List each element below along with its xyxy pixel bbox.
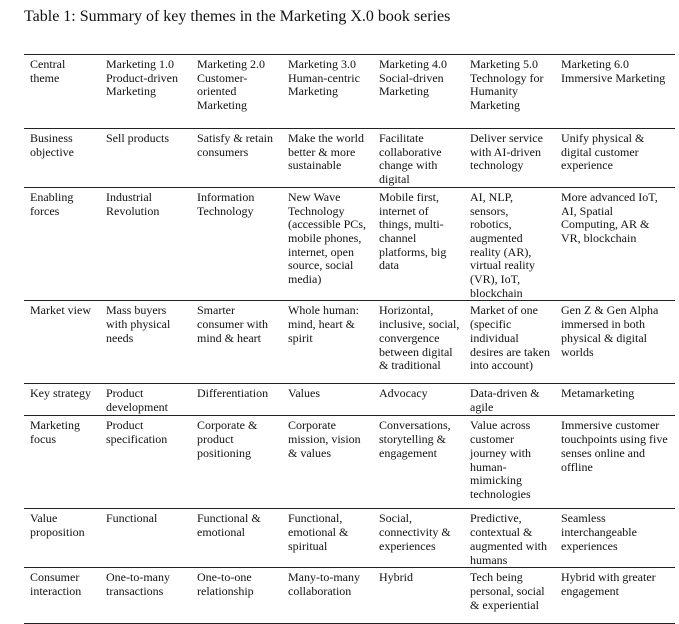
row-label: Consumer interaction	[30, 570, 82, 598]
table-cell: Functional	[106, 511, 158, 526]
table-cell: Advocacy	[379, 386, 428, 401]
table-cell: AI, NLP, sensors, robotics, augmented reality (AR), virtual reality (VR), IoT, blockchain	[470, 189, 535, 300]
table-cell: Many-to-many collaboration	[288, 570, 360, 598]
table-cell: Value across customer journey with human-mimicking technologies	[470, 418, 531, 501]
header-cell: Marketing 1.0 Product-driven Marketing	[106, 57, 178, 99]
table-cell: Deliver service with AI-driven technology	[470, 131, 543, 173]
table-cell: Make the world better & more sustainable	[288, 131, 364, 173]
table-cell: More advanced IoT, AI, Spatial Computing, AR & VR, blockchain	[561, 189, 658, 245]
table-cell: Whole human: mind, heart & spirit	[288, 303, 359, 345]
table-cell: Gen Z & Gen Alpha immersed in both physical & digital worlds	[561, 303, 659, 359]
table-cell: Corporate & product positioning	[197, 418, 258, 460]
header-cell: Central theme	[30, 57, 66, 85]
table-row	[24, 301, 675, 384]
key-themes-table	[24, 54, 675, 624]
table-cell: Mass buyers with physical needs	[106, 303, 171, 345]
row-label: Marketing focus	[30, 418, 80, 447]
table-cell: Conversations, storytelling & engagement	[379, 418, 451, 460]
header-cell: Marketing 6.0 Immersive Marketing	[561, 57, 666, 85]
table-cell: Functional & emotional	[197, 511, 261, 540]
table-row	[24, 416, 675, 509]
table-cell: Hybrid	[379, 570, 413, 585]
table-cell: Hybrid with greater engagement	[561, 570, 656, 598]
header-cell: Marketing 2.0 Customer-oriented Marketing	[197, 57, 265, 113]
row-label: Market view	[30, 303, 91, 318]
table-cell: Immersive customer touchpoints using five senses online and offline	[561, 418, 668, 474]
table-row	[24, 509, 675, 568]
header-cell: Marketing 5.0 Technology for Humanity Marketing	[470, 57, 544, 113]
table-cell: Product development	[106, 386, 168, 415]
table-cell: Differentiation	[197, 386, 269, 401]
table-cell: Predictive, contextual & augmented with humans	[470, 511, 547, 567]
table-cell: Market of one (specific individual desires are taken into account)	[470, 303, 550, 373]
row-label: Enabling forces	[30, 189, 74, 218]
table-row	[24, 129, 675, 188]
header-cell: Marketing 4.0 Social-driven Marketing	[379, 57, 447, 99]
table-cell: Seamless interchangeable experiences	[561, 511, 637, 553]
table-cell: Corporate mission, vision & values	[288, 418, 361, 460]
table-cell: Values	[288, 386, 320, 401]
table-cell: Industrial Revolution	[106, 189, 160, 218]
table-cell: One-to-many transactions	[106, 570, 170, 598]
table-cell: Satisfy & retain consumers	[197, 131, 273, 159]
row-label: Key strategy	[30, 386, 91, 401]
table-cell: Product specification	[106, 418, 168, 447]
table-cell: Social, connectivity & experiences	[379, 511, 451, 553]
table-row	[24, 568, 675, 624]
table-cell: Horizontal, inclusive, social, convergence between digital & traditional	[379, 303, 460, 373]
table-cell: Functional, emotional & spiritual	[288, 511, 349, 553]
row-label: Value proposition	[30, 511, 85, 540]
table-row	[24, 187, 675, 301]
table-cell: Metamarketing	[561, 386, 635, 401]
table-cell: Mobile first, internet of things, multi-channel platforms, big data	[379, 189, 447, 273]
table-cell: Tech being personal, social & experiential	[470, 570, 545, 612]
table-row	[24, 384, 675, 416]
header-cell: Marketing 3.0 Human-centric Marketing	[288, 57, 360, 99]
table-cell: New Wave Technology (accessible PCs, mobile phones, internet, open source, social media)	[288, 189, 366, 287]
table-cell: Information Technology	[197, 189, 255, 218]
table-cell: Data-driven & agile	[470, 386, 540, 415]
table-cell: Unify physical & digital customer experience	[561, 131, 645, 173]
header-row	[24, 55, 675, 129]
table-caption: Table 1: Summary of key themes in the Marketing X.0 book series	[24, 8, 451, 25]
table-cell: Facilitate collaborative change with digital	[379, 131, 442, 187]
table-cell: Smarter consumer with mind & heart	[197, 303, 268, 345]
table-cell: Sell products	[106, 131, 169, 145]
table-cell: One-to-one relationship	[197, 570, 254, 598]
row-label: Business objective	[30, 131, 74, 159]
